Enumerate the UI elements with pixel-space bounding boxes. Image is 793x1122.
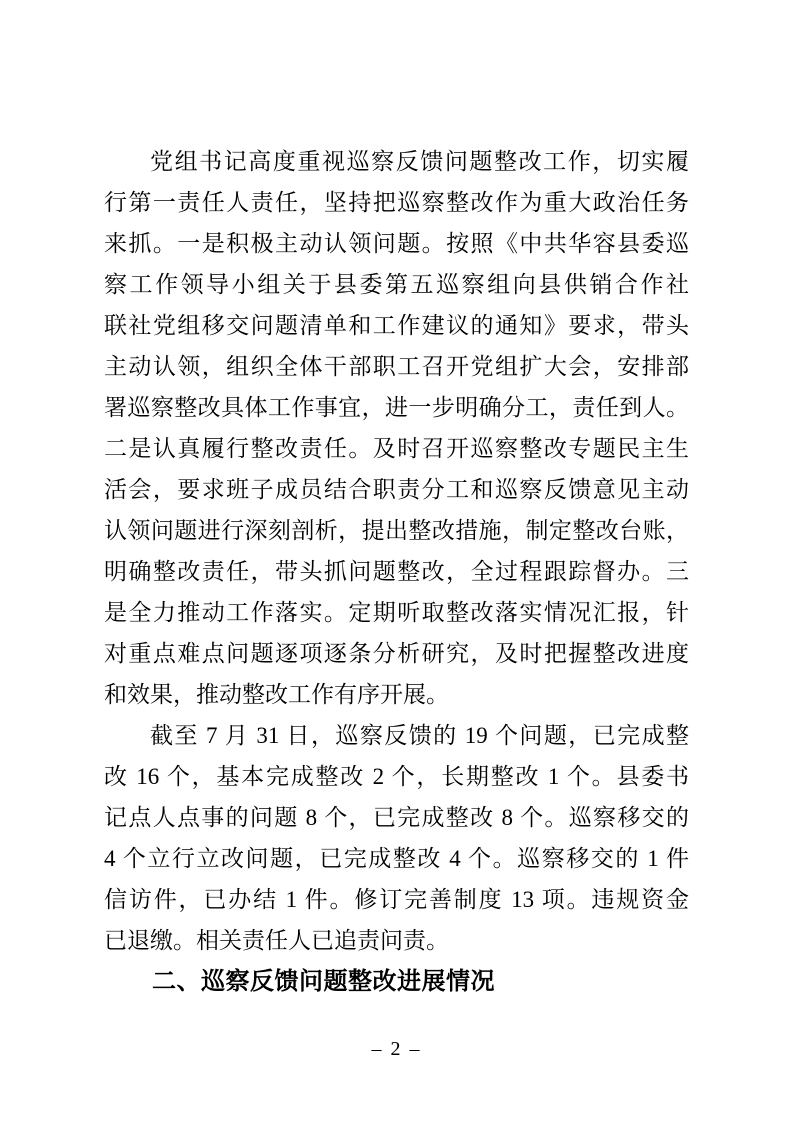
- section-heading: [104, 961, 689, 1002]
- text-line: 活会，要求班子成员结合职责分工和巡察反馈意见主动: [104, 477, 689, 502]
- text-line: 是全力推动工作落实。定期听取整改落实情况汇报，针: [104, 600, 689, 625]
- text-line: 记点人点事的问题 8 个，已完成整改 8 个。巡察移交的: [104, 805, 689, 830]
- text-line: 署巡察整改具体工作事宜，进一步明确分工，责任到人。: [104, 395, 689, 420]
- text-line: 来抓。一是积极主动认领问题。按照《中共华容县委巡: [104, 231, 689, 256]
- text-line: 已退缴。相关责任人已追责问责。: [104, 928, 449, 953]
- text-line: 主动认领，组织全体干部职工召开党组扩大会，安排部: [104, 354, 689, 379]
- text-line: 二是认真履行整改责任。及时召开巡察整改专题民主生: [104, 436, 689, 461]
- text-line: 改 16 个，基本完成整改 2 个，长期整改 1 个。县委书: [104, 764, 689, 789]
- text-line: 联社党组移交问题清单和工作建议的通知》要求，带头: [104, 313, 689, 338]
- text-line: 4 个立行立改问题，已完成整改 4 个。巡察移交的 1 件: [104, 846, 689, 871]
- body-paragraph: [104, 715, 689, 961]
- text-line: 察工作领导小组关于县委第五巡察组向县供销合作社: [104, 272, 689, 297]
- text-line: 认领问题进行深刻剖析，提出整改措施，制定整改台账，: [104, 518, 689, 543]
- body-paragraph: [104, 141, 689, 715]
- text-line: 行第一责任人责任，坚持把巡察整改作为重大政治任务: [104, 190, 689, 215]
- heading-line: 二、巡察反馈问题整改进展情况: [152, 968, 495, 995]
- text-line: 和效果，推动整改工作有序开展。: [104, 682, 449, 707]
- page-number: – 2 –: [371, 1038, 422, 1060]
- text-line: 党组书记高度重视巡察反馈问题整改工作，切实履: [150, 149, 689, 174]
- text-line: 对重点难点问题逐项逐条分析研究，及时把握整改进度: [104, 641, 689, 666]
- document-content: [104, 141, 689, 1002]
- text-line: 信访件，已办结 1 件。修订完善制度 13 项。违规资金: [104, 887, 689, 912]
- text-line: 截至 7 月 31 日，巡察反馈的 19 个问题，已完成整: [150, 723, 689, 748]
- text-line: 明确整改责任，带头抓问题整改，全过程跟踪督办。三: [104, 559, 689, 584]
